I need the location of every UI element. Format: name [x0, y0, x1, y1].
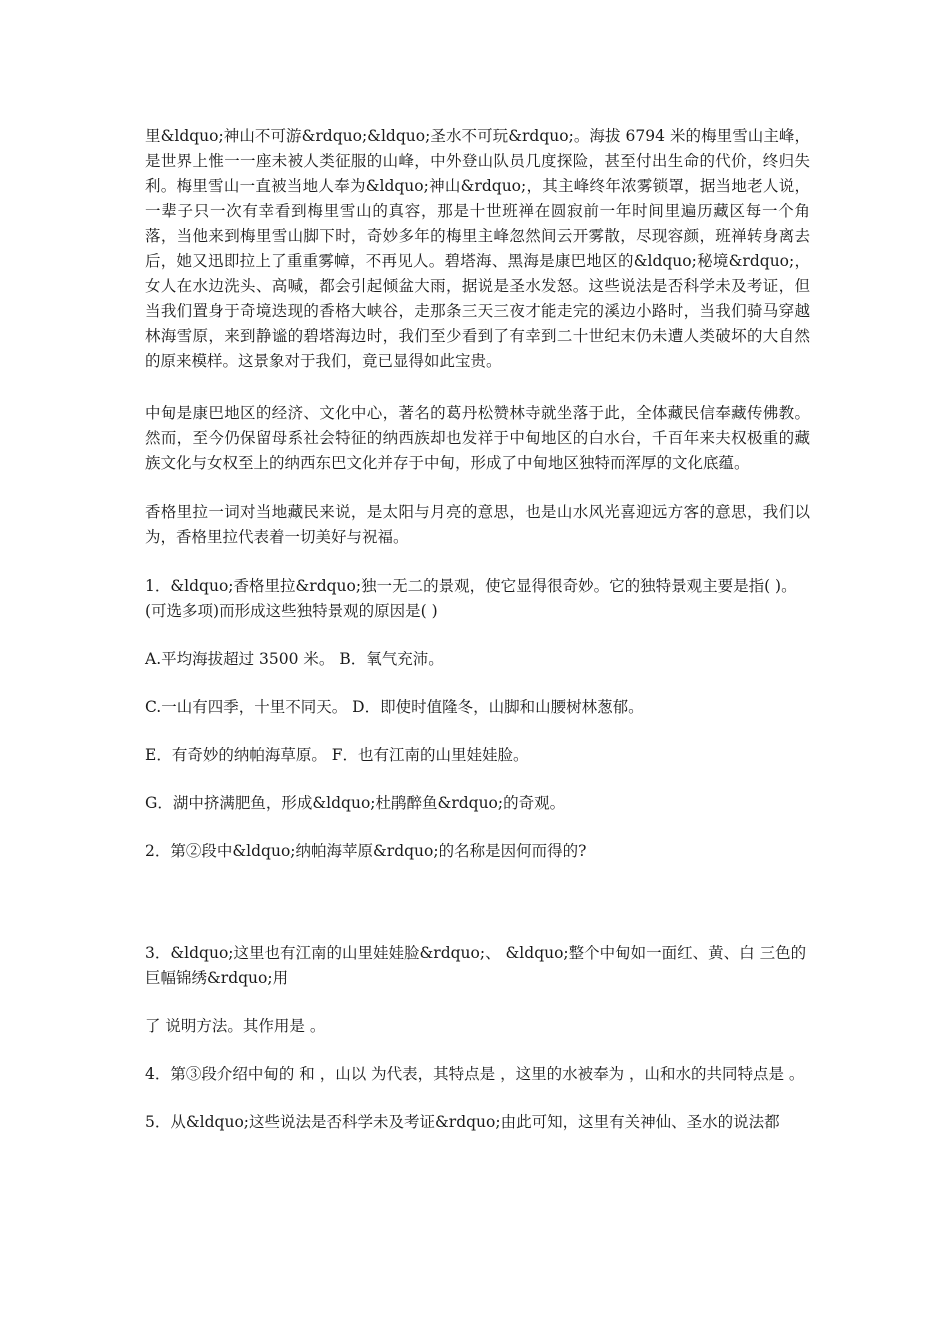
- option-c-d: C.一山有四季，十里不同天。 D．即使时值隆冬，山脚和山腰树林葱郁。: [145, 698, 644, 716]
- paragraph-meili: 里&ldquo;神山不可游&rdquo;&ldquo;圣水不可玩&rdquo;。海拔 6794 米的梅里雪山主峰，是世界上惟一一座未被人类征服的山峰，中外登山队员几度探险，甚至付出生命的代价，终归失利。梅里雪山一直被当地人奉为&ldquo;神山&rdquo;，其主峰终年浓雾锁罩，据当地老人说，一辈子只一次有幸看到梅里雪山的真容，那是十世班禅在圆寂前一年时间里遍历藏区每一个角落，当他来到梅里雪山脚下时，奇妙多年的梅里主峰忽然间云开雾散，尽现容颜，班禅转身离去后，她又迅即拉上了重重雾幛，不再见人。碧塔海、黑海是康巴地区的&ldquo;秘境&rdquo;，女人在水边洗头、高喊，都会引起倾盆大雨，据说是圣水发怒。这些说法是否科学未及考证，但当我们置身于奇境迭现的香格大峡谷，走那条三天三夜才能走完的溪边小路时，当我们骑马穿越林海雪原，来到静谧的碧塔海边时，我们至少看到了有幸到二十世纪末仍未遭人类破坏的大自然的原来模样。这景象对于我们，竟已显得如此宝贵。: [145, 127, 810, 370]
- option-e-f: E．有奇妙的纳帕海草原。 F．也有江南的山里娃娃脸。: [145, 746, 529, 764]
- option-g: G．湖中挤满肥鱼，形成&ldquo;杜鹃醉鱼&rdquo;的奇观。: [145, 794, 566, 812]
- question-2: 2．第②段中&ldquo;纳帕海苹原&rdquo;的名称是因何而得的?: [145, 842, 587, 860]
- question-1: 1．&ldquo;香格里拉&rdquo;独一无二的景观，使它显得很奇妙。它的独特景观主要是指( )。(可选多项)而形成这些独特景观的原因是( ): [145, 577, 797, 620]
- paragraph-shangrila: 香格里拉一词对当地藏民来说，是太阳与月亮的意思，也是山水风光喜迎远方客的意思，我们以为，香格里拉代表着一切美好与祝福。: [145, 503, 810, 546]
- question-3: 3．&ldquo;这里也有江南的山里娃娃脸&rdquo;、 &ldquo;整个中甸如一面红、黄、白 三色的 巨幅锦绣&rdquo;用: [145, 944, 807, 987]
- paragraph-zhongdian: 中甸是康巴地区的经济、文化中心，著名的葛丹松赞林寺就坐落于此，全体藏民信奉藏传佛教。然而，至今仍保留母系社会特征的纳西族却也发祥于中甸地区的白水台，千百年来夫权极重的藏族文化与女权至上的纳西东巴文化并存于中甸，形成了中甸地区独特而浑厚的文化底蕴。: [145, 404, 810, 472]
- document-body: [145, 124, 810, 1158]
- question-5: 5．从&ldquo;这些说法是否科学未及考证&rdquo;由此可知，这里有关神仙、圣水的说法都: [145, 1113, 780, 1131]
- question-4: 4．第③段介绍中甸的 和 ，山以 为代表，其特点是 ，这里的水被奉为 ，山和水的共同特点是 。: [145, 1065, 805, 1083]
- option-a-b: A.平均海拔超过 3500 米。 B．氧气充沛。: [145, 650, 444, 668]
- question-3-continued: 了 说明方法。其作用是 。: [145, 1017, 326, 1035]
- answer-space: [145, 887, 810, 941]
